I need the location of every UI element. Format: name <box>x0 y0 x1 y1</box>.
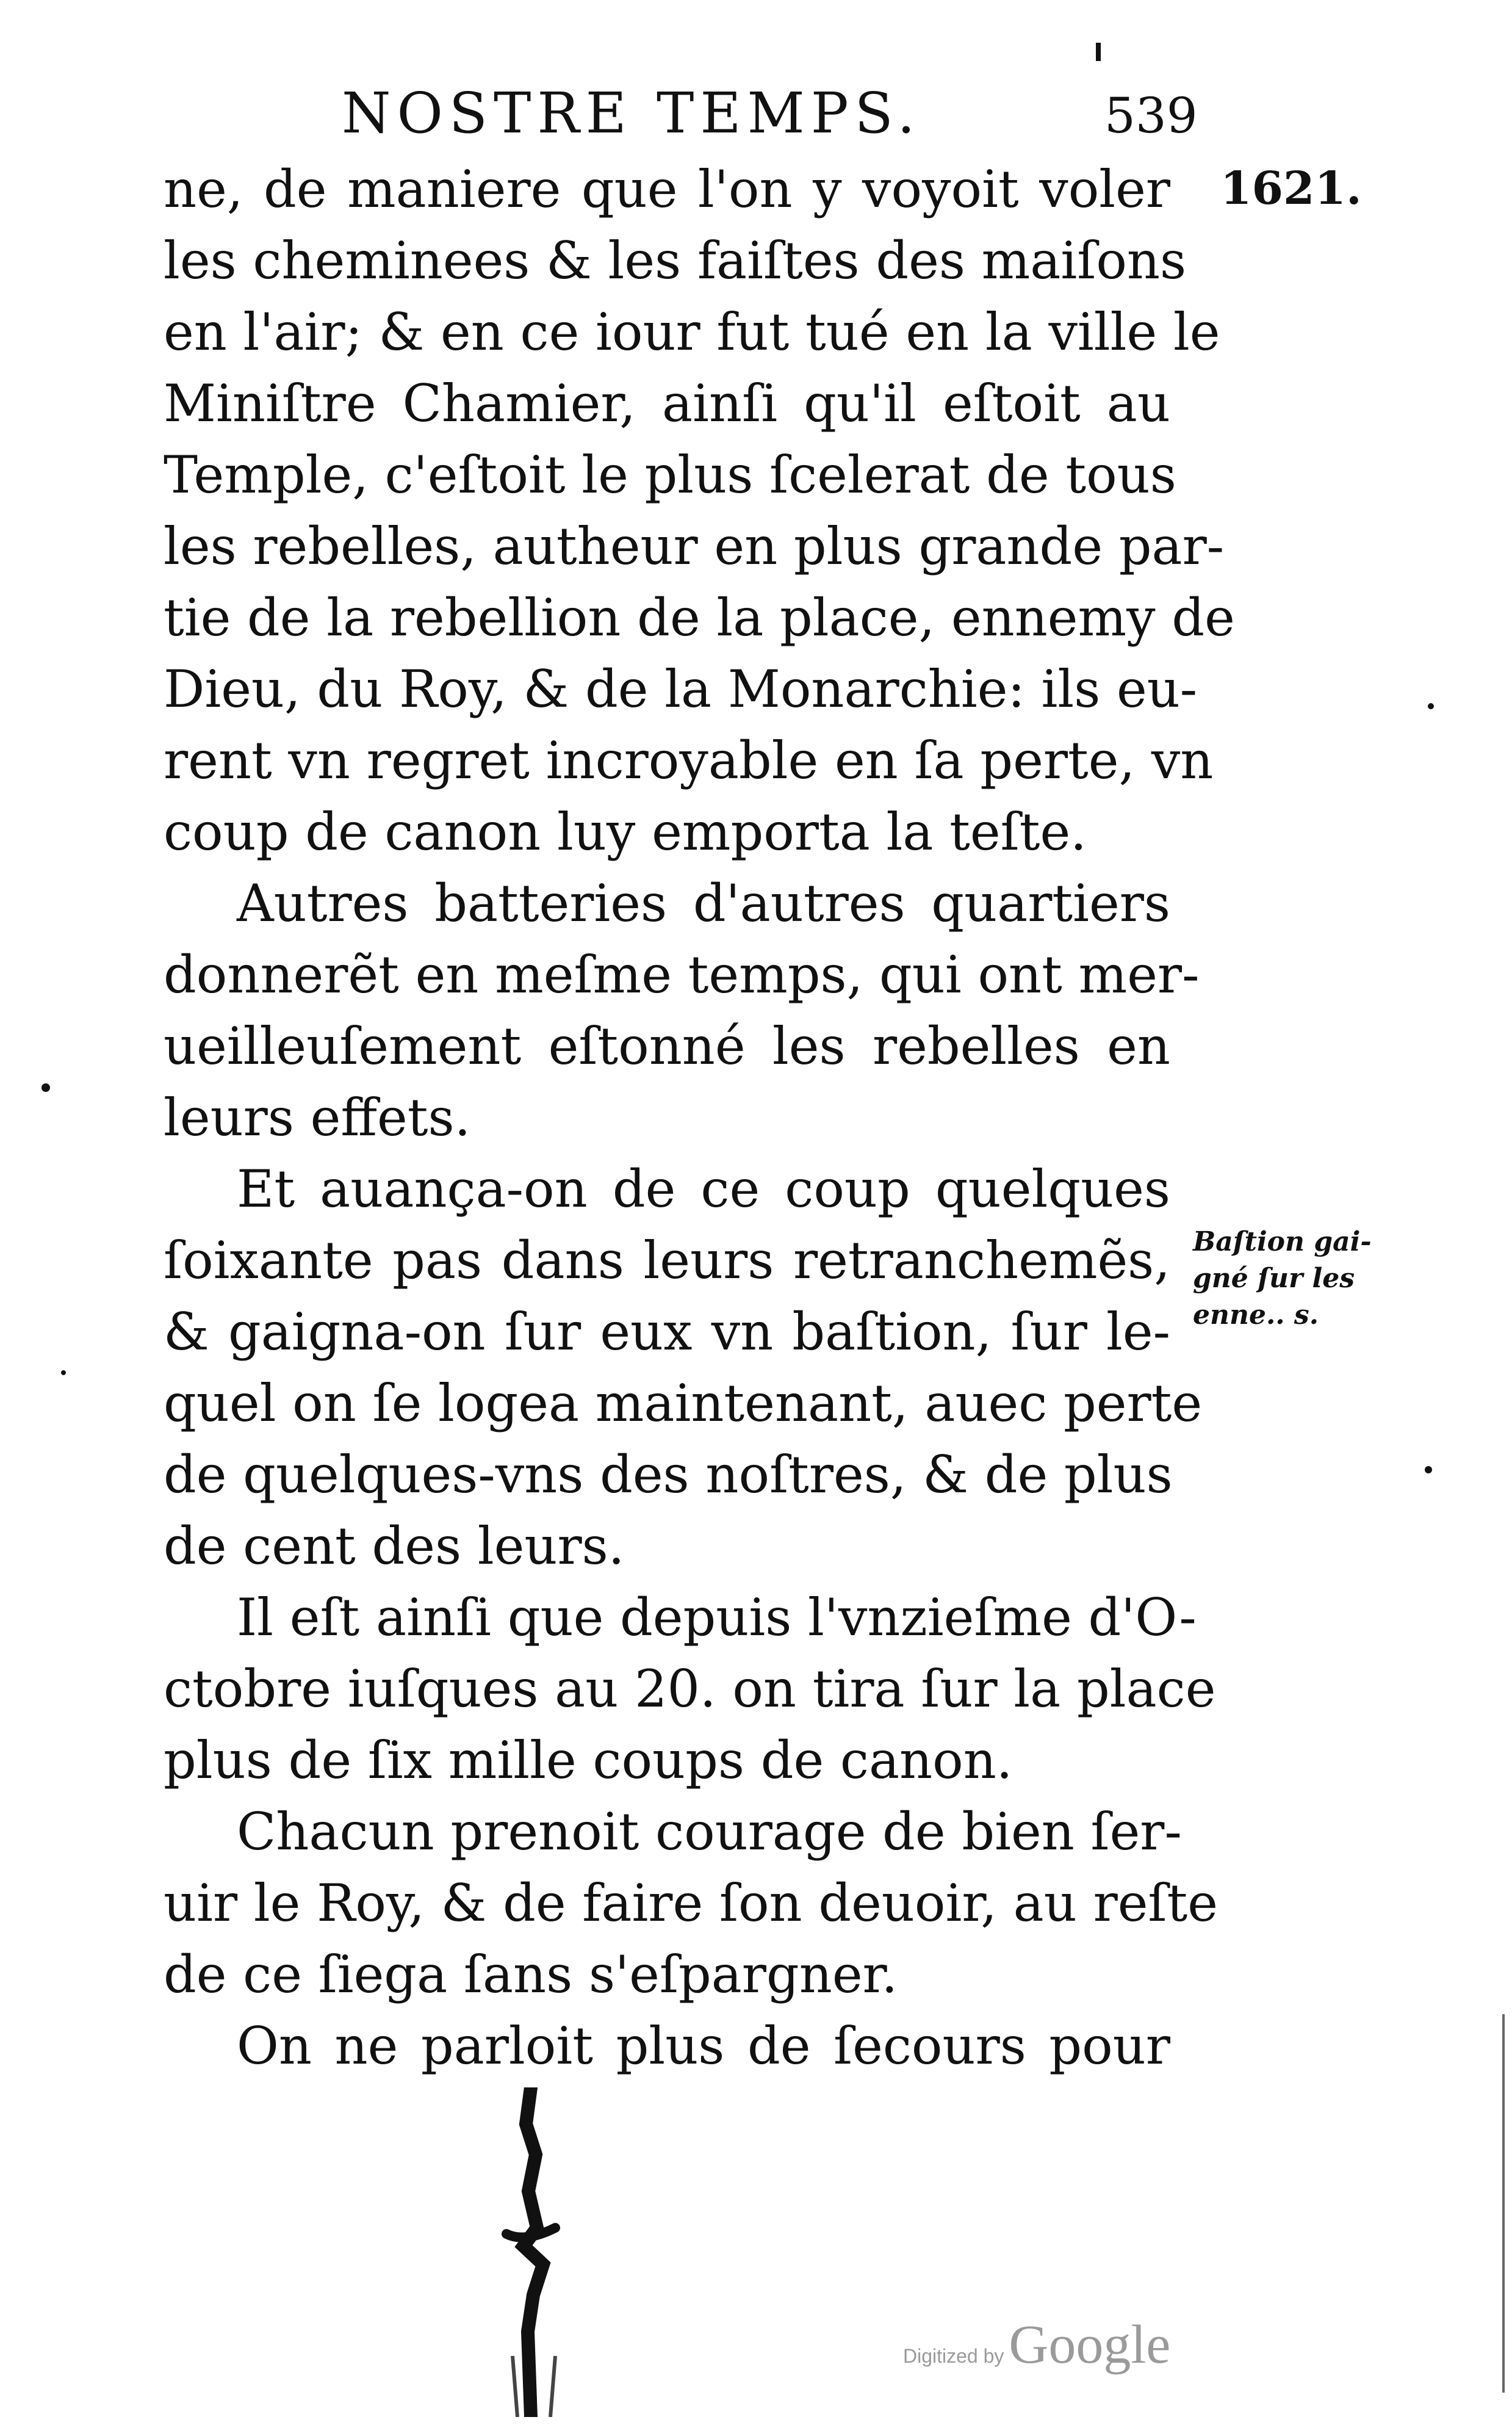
text-line: de ce ſiega ſans s'eſpargner. <box>164 1945 898 2004</box>
marginal-note-line: enne.. s. <box>1193 1299 1319 1331</box>
text-line: Et auança-on de ce coup quelques <box>237 1159 1170 1219</box>
text-line: les rebelles, autheur en plus grande par- <box>164 516 1225 576</box>
text-line: & gaigna-on ſur eux vn baſtion, ſur le- <box>164 1302 1170 1362</box>
running-head: NOSTRE TEMPS. <box>342 81 921 146</box>
body-text <box>164 154 1235 2082</box>
text-line: ueilleuſement eſtonné les rebelles en <box>164 1016 1170 1076</box>
text-line: Chacun prenoit courage de bien ſer- <box>237 1802 1182 1862</box>
text-line: ctobre iuſques au 20. on tira ſur la place <box>164 1659 1216 1719</box>
text-line: Temple, c'eſtoit le plus ſcelerat de tous <box>164 445 1176 505</box>
watermark-prefix: Digitized by <box>903 2345 1004 2367</box>
text-line: plus de ſix mille coups de canon. <box>164 1730 1013 1790</box>
text-line: uir le Roy, & de faire ſon deuoir, au reſte <box>164 1873 1218 1933</box>
text-line: leurs effets. <box>164 1088 471 1147</box>
text-line: Autres batteries d'autres quartiers <box>237 873 1170 933</box>
ink-speck <box>1428 703 1434 709</box>
text-line: ſoixante pas dans leurs retranchemẽs, <box>164 1230 1170 1290</box>
ink-speck <box>1096 43 1101 61</box>
text-line: Il eſt ainſi que depuis l'vnzieſme d'O- <box>237 1588 1197 1647</box>
text-line: de quelques-vns des noſtres, & de plus <box>164 1445 1173 1505</box>
digitized-by-google-watermark <box>903 2313 1170 2376</box>
page-number: 539 <box>1104 87 1198 144</box>
ink-speck <box>1425 1466 1432 1473</box>
ink-scribble <box>470 2087 592 2417</box>
ink-speck <box>61 1370 66 1375</box>
marginal-note-line: gné ſur les <box>1193 1263 1355 1294</box>
page-edge-mark <box>1502 2014 1505 2393</box>
text-line: en l'air; & en ce iour fut tué en la ville le <box>164 302 1220 362</box>
margin-year: 1621. <box>1220 162 1362 215</box>
marginal-note <box>1193 1224 1400 1334</box>
text-line: les cheminees & les faiſtes des maiſons <box>164 231 1187 291</box>
text-line: coup de canon luy emporta la teſte. <box>164 802 1087 862</box>
text-line: de cent des leurs. <box>164 1516 625 1576</box>
text-line: Dieu, du Roy, & de la Monarchie: ils eu- <box>164 659 1198 719</box>
text-line: rent vn regret incroyable en ſa perte, vn <box>164 731 1214 790</box>
text-line: Miniſtre Chamier, ainſi qu'il eſtoit au <box>164 374 1170 433</box>
text-line: ne, de maniere que l'on y voyoit voler <box>164 159 1170 219</box>
text-line: On ne parloit plus de ſecours pour <box>237 2016 1170 2076</box>
text-line: donnerẽt en meſme temps, qui ont mer- <box>164 945 1200 1005</box>
text-line: tie de la rebellion de la place, ennemy de <box>164 588 1235 648</box>
marginal-note-line: Baſtion gai- <box>1193 1226 1372 1257</box>
google-logo: Google <box>1009 2314 1171 2375</box>
ink-speck <box>41 1083 50 1092</box>
text-line: quel on ſe logea maintenant, auec perte <box>164 1373 1203 1433</box>
